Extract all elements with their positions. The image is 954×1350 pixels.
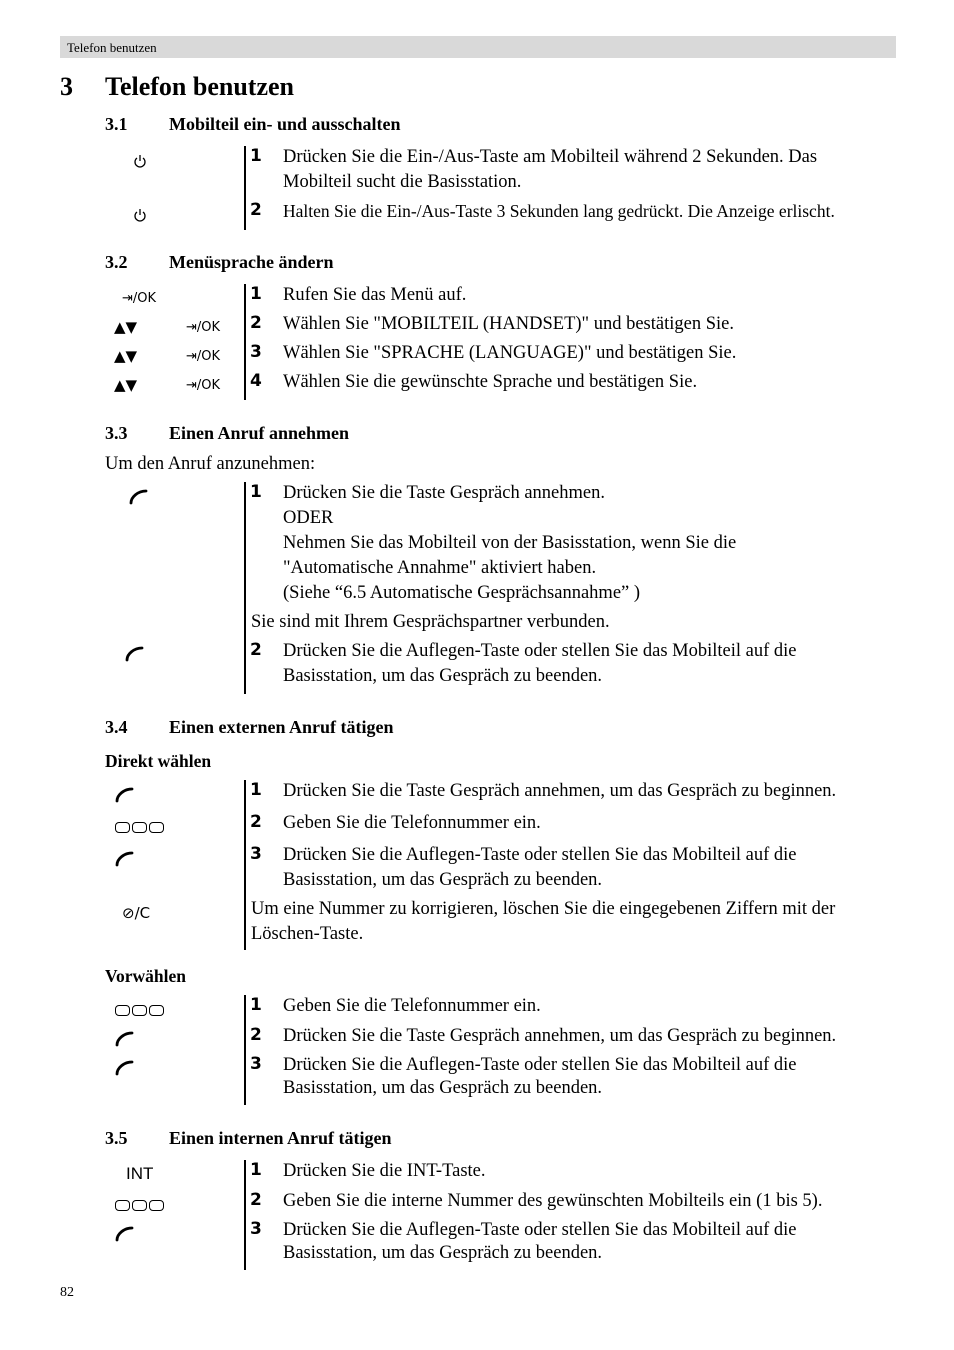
power-icon <box>133 207 147 223</box>
step-divider <box>244 995 246 1105</box>
intro-text: Um den Anruf anzunehmen: <box>105 454 316 474</box>
step-text: Drücken Sie die Taste Gespräch annehmen, um das Gespräch zu beginnen. <box>283 781 837 801</box>
step-divider <box>244 1160 246 1270</box>
step-text: Geben Sie die Telefonnummer ein. <box>283 813 541 833</box>
section-title: Einen internen Anruf tätigen <box>169 1128 392 1148</box>
step-text: Drücken Sie die Auflegen-Taste oder stellen Sie das Mobilteil auf die <box>283 641 797 661</box>
step-text: Rufen Sie das Menü auf. <box>283 285 467 305</box>
step-number: 3 <box>250 1219 262 1239</box>
section-title: Menüsprache ändern <box>169 252 334 272</box>
note-text: Löschen-Taste. <box>251 924 364 944</box>
step-text: Drücken Sie die Auflegen-Taste oder stellen Sie das Mobilteil auf die <box>283 1220 797 1240</box>
step-number: 2 <box>250 313 262 333</box>
step-text: Drücken Sie die Taste Gespräch annehmen, um das Gespräch zu beginnen. <box>283 1026 837 1046</box>
phone-end-icon <box>114 850 136 868</box>
step-divider <box>244 146 246 230</box>
step-divider <box>244 482 246 694</box>
step-text: Nehmen Sie das Mobilteil von der Basisstation, wenn Sie die <box>283 533 737 553</box>
menu-ok-icon: ⇥/OK <box>122 291 157 306</box>
section-title: Einen Anruf annehmen <box>169 423 350 443</box>
section-title: Einen externen Anruf tätigen <box>169 717 394 737</box>
step-text: Basisstation, um das Gespräch zu beenden. <box>283 1243 603 1263</box>
running-title: Telefon benutzen <box>67 40 157 55</box>
page-number: 82 <box>60 1285 74 1300</box>
note-text: Um eine Nummer zu korrigieren, löschen Sie die eingegebenen Ziffern mit der <box>251 899 836 919</box>
step-number: 2 <box>250 200 262 220</box>
step-number: 3 <box>250 1054 262 1074</box>
phone-icon <box>114 1030 136 1048</box>
keypad-icon <box>115 1200 164 1211</box>
phone-end-icon <box>114 1059 136 1077</box>
step-number: 1 <box>250 995 262 1015</box>
keypad-icon <box>115 822 164 833</box>
step-text: Drücken Sie die Taste Gespräch annehmen. <box>283 483 605 503</box>
running-header <box>60 36 896 58</box>
step-number: 3 <box>250 844 262 864</box>
section-number: 3.3 <box>105 423 128 443</box>
step-text: Basisstation, um das Gespräch zu beenden. <box>283 1078 603 1098</box>
step-text: Drücken Sie die Auflegen-Taste oder stellen Sie das Mobilteil auf die <box>283 845 797 865</box>
step-number: 3 <box>250 342 262 362</box>
phone-end-icon <box>114 1225 136 1243</box>
menu-ok-icon: ⇥/OK <box>186 320 221 335</box>
step-text: Halten Sie die Ein-/Aus-Taste 3 Sekunden lang gedrückt. Die Anzeige erlischt. <box>283 201 835 221</box>
step-text: Basisstation, um das Gespräch zu beenden. <box>283 870 603 890</box>
up-down-arrows-icon: ▲▼ <box>114 376 138 394</box>
phone-end-icon <box>124 645 146 663</box>
step-divider <box>244 284 246 400</box>
step-number: 2 <box>250 1025 262 1045</box>
menu-ok-icon: ⇥/OK <box>186 349 221 364</box>
step-number: 2 <box>250 640 262 660</box>
up-down-arrows-icon: ▲▼ <box>114 347 138 365</box>
section-number: 3.2 <box>105 252 128 272</box>
step-text: Wählen Sie "SPRACHE (LANGUAGE)" und bestätigen Sie. <box>283 343 737 363</box>
step-number: 1 <box>250 146 262 166</box>
keypad-icon <box>115 1005 164 1016</box>
step-divider <box>244 780 246 950</box>
step-text: Drücken Sie die INT-Taste. <box>283 1161 486 1181</box>
step-text: Wählen Sie "MOBILTEIL (HANDSET)" und bestätigen Sie. <box>283 314 734 334</box>
phone-icon <box>114 786 136 804</box>
power-icon <box>133 153 147 169</box>
int-key-icon: INT <box>126 1164 154 1183</box>
step-text: Mobilteil sucht die Basisstation. <box>283 172 522 192</box>
step-text: Drücken Sie die Auflegen-Taste oder stellen Sie das Mobilteil auf die <box>283 1055 797 1075</box>
step-text: Wählen Sie die gewünschte Sprache und bestätigen Sie. <box>283 372 698 392</box>
step-number: 1 <box>250 284 262 304</box>
section-title: Mobilteil ein- und ausschalten <box>169 114 401 134</box>
step-number: 2 <box>250 812 262 832</box>
chapter-title: Telefon benutzen <box>105 72 294 101</box>
note-text: Sie sind mit Ihrem Gesprächspartner verbunden. <box>251 612 610 632</box>
step-number: 2 <box>250 1190 262 1210</box>
step-number: 1 <box>250 1160 262 1180</box>
phone-icon <box>128 488 150 506</box>
step-number: 1 <box>250 780 262 800</box>
step-number: 1 <box>250 482 262 502</box>
step-text: Geben Sie die interne Nummer des gewünschten Mobilteils ein (1 bis 5). <box>283 1191 823 1211</box>
step-text: Geben Sie die Telefonnummer ein. <box>283 996 541 1016</box>
step-text: (Siehe “6.5 Automatische Gesprächsannahme” ) <box>283 583 641 603</box>
clear-icon: ⊘/C <box>122 904 151 922</box>
subsection-title: Vorwählen <box>105 966 187 986</box>
menu-ok-icon: ⇥/OK <box>186 378 221 393</box>
up-down-arrows-icon: ▲▼ <box>114 318 138 336</box>
subsection-title: Direkt wählen <box>105 751 212 771</box>
step-number: 4 <box>250 371 262 391</box>
step-text: ODER <box>283 508 334 528</box>
section-number: 3.4 <box>105 717 128 737</box>
step-text: "Automatische Annahme" aktiviert haben. <box>283 558 597 578</box>
section-number: 3.1 <box>105 114 128 134</box>
step-text: Basisstation, um das Gespräch zu beenden. <box>283 666 603 686</box>
chapter-number: 3 <box>60 72 73 101</box>
step-text: Drücken Sie die Ein-/Aus-Taste am Mobilteil während 2 Sekunden. Das <box>283 147 818 167</box>
section-number: 3.5 <box>105 1128 128 1148</box>
